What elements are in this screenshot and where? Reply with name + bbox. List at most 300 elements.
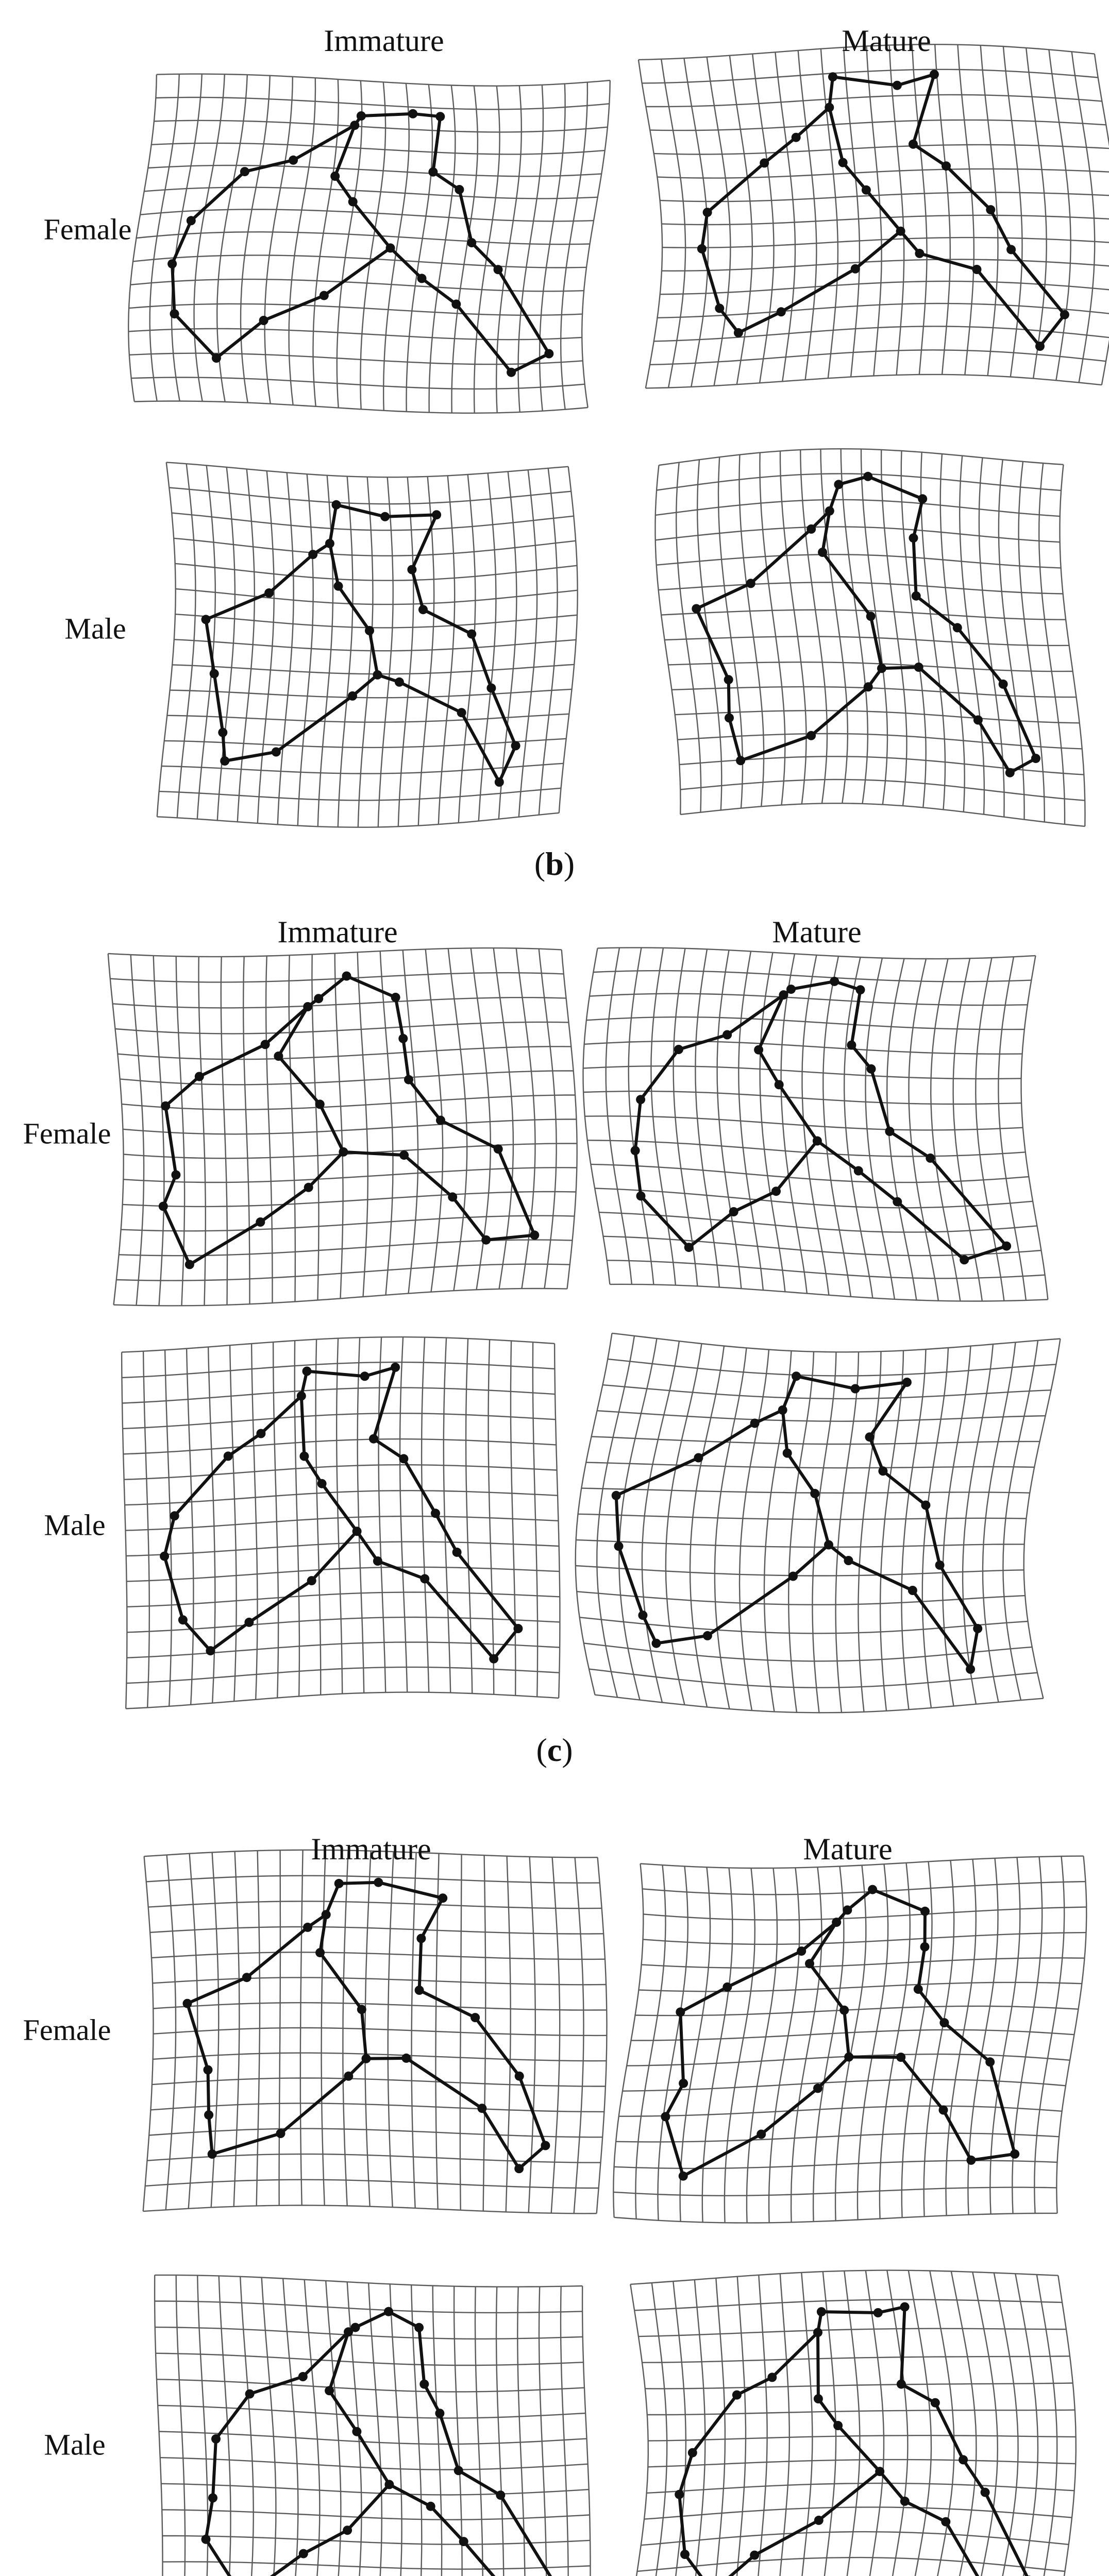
landmark-point <box>999 680 1008 689</box>
landmark-point <box>322 1910 331 1919</box>
landmark-point <box>856 985 865 994</box>
landmark-point <box>477 2104 486 2113</box>
landmark-point <box>384 2307 393 2316</box>
grid-line-horizontal <box>129 304 582 315</box>
landmark-point <box>420 1574 429 1583</box>
landmark-point <box>332 500 341 510</box>
landmark-point <box>299 1452 309 1461</box>
landmark-point <box>352 2427 361 2436</box>
landmark-point <box>304 1183 313 1192</box>
landmark-point <box>778 1405 787 1415</box>
landmark-point <box>893 1197 902 1207</box>
landmark-point <box>797 1946 806 1956</box>
grid-line-vertical <box>1021 956 1048 1299</box>
landmark-point <box>732 2391 742 2400</box>
landmark-point <box>452 1548 462 1557</box>
landmark-point <box>276 2129 285 2138</box>
landmark-point <box>201 2535 211 2544</box>
landmark-point <box>308 550 317 559</box>
landmark-point <box>391 1363 400 1372</box>
landmark-point <box>839 2006 849 2015</box>
landmark-point <box>722 1030 732 1040</box>
deformation-grid-panel <box>638 44 1109 388</box>
grid-line-horizontal <box>156 2353 583 2365</box>
grid-line-horizontal <box>157 2379 584 2392</box>
landmark-point <box>307 1576 316 1585</box>
grid-line-vertical <box>262 2278 276 2576</box>
landmark-point <box>783 1449 792 1458</box>
landmark-point <box>750 2551 759 2560</box>
landmark-point <box>303 1002 312 1011</box>
column-header-immature: Immature <box>324 24 444 58</box>
grid-line-horizontal <box>162 2510 590 2519</box>
landmark-point <box>325 539 334 548</box>
landmark-point <box>352 1527 362 1536</box>
grid-line-horizontal <box>110 973 564 982</box>
landmark-point <box>757 2130 766 2139</box>
grid-line-vertical <box>390 2284 402 2576</box>
landmark-point <box>985 2057 995 2066</box>
grid-line-horizontal <box>153 2028 607 2036</box>
grid-line-vertical <box>635 1865 665 2219</box>
landmark-point <box>867 1064 876 1074</box>
grid-line-vertical <box>626 2284 648 2576</box>
landmark-point <box>896 2053 905 2062</box>
landmark-point <box>264 588 274 598</box>
grid-line-vertical <box>539 949 557 1289</box>
grid-line-horizontal <box>155 2327 583 2339</box>
grid-line-vertical <box>839 2271 860 2576</box>
landmark-point <box>348 197 358 207</box>
landmark-point <box>754 1045 763 1055</box>
landmark-point <box>736 756 745 765</box>
landmark-point <box>457 708 466 717</box>
landmark-point <box>847 1041 856 1050</box>
grid-line-vertical <box>273 1342 278 1698</box>
landmark-point <box>1035 342 1045 351</box>
grid-line-vertical <box>733 2277 746 2576</box>
grid-line-vertical <box>764 1351 792 1711</box>
landmark-inner-line <box>818 2332 880 2471</box>
landmark-point <box>792 1371 801 1381</box>
grid-line-horizontal <box>642 2356 1070 2362</box>
grid-line-vertical <box>844 47 860 377</box>
grid-line-horizontal <box>123 1439 556 1454</box>
landmark-point <box>1060 310 1069 319</box>
row-label-female: Female <box>23 1116 111 1150</box>
landmark-point <box>218 728 227 737</box>
landmark-point <box>862 185 871 195</box>
landmark-point <box>805 1959 814 1968</box>
landmark-point <box>722 1982 732 1992</box>
landmark-point <box>912 591 921 601</box>
grid-line-horizontal <box>130 279 584 291</box>
landmark-point <box>750 1419 760 1428</box>
landmark-point <box>966 1665 975 1674</box>
grid-line-vertical <box>561 2286 568 2576</box>
landmark-point <box>435 2409 444 2418</box>
landmark-point <box>825 103 834 112</box>
grid-line-vertical <box>305 2280 320 2576</box>
landmark-point <box>204 2065 213 2075</box>
deformation-grid-panel <box>122 1337 560 1708</box>
landmark-point <box>900 2302 910 2312</box>
grid-line-horizontal <box>153 1977 606 1985</box>
landmark-point <box>724 675 733 684</box>
landmark-point <box>864 682 873 691</box>
landmark-point <box>373 670 382 680</box>
landmark-point <box>631 1146 640 1155</box>
grid-line-horizontal <box>156 97 609 109</box>
landmark-point <box>204 2110 213 2120</box>
grid-line-vertical <box>881 450 906 806</box>
landmark-point <box>614 1541 624 1551</box>
deformation-grid-panel <box>157 462 578 827</box>
grid-line-vertical <box>400 1337 407 1692</box>
landmark-point <box>496 2490 505 2500</box>
landmark-point <box>914 1985 923 1994</box>
landmark-point <box>786 985 796 994</box>
landmark-point <box>817 2307 826 2316</box>
landmark-point <box>299 2549 308 2558</box>
landmark-point <box>432 510 441 519</box>
landmark-point <box>212 353 221 363</box>
landmark-point <box>893 81 902 90</box>
landmark-point <box>431 1509 440 1518</box>
landmark-point <box>828 72 837 81</box>
landmark-point <box>775 1080 784 1089</box>
grid-line-vertical <box>597 1336 634 1698</box>
landmark-point <box>897 2380 906 2389</box>
grid-line-vertical <box>539 2286 547 2576</box>
landmark-point <box>844 2053 853 2062</box>
landmark-point <box>810 1489 819 1498</box>
landmark-point <box>317 1479 327 1488</box>
landmark-point <box>692 604 701 614</box>
landmark-point <box>703 208 712 217</box>
landmark-point <box>530 1230 539 1240</box>
grid-line-vertical <box>489 1340 494 1694</box>
grid-line-vertical <box>466 1338 472 1693</box>
landmark-point <box>240 167 249 176</box>
grid-line-vertical <box>889 45 904 375</box>
landmark-point <box>272 748 281 757</box>
landmark-point <box>481 1235 491 1245</box>
landmark-point <box>914 663 923 672</box>
grid-line-vertical <box>475 2286 483 2576</box>
landmark-point <box>399 1454 408 1463</box>
landmark-point <box>386 243 395 252</box>
grid-line-horizontal <box>121 1216 575 1231</box>
landmark-point <box>824 1540 833 1550</box>
grid-line-vertical <box>155 2275 162 2576</box>
landmark-point <box>495 777 504 787</box>
landmark-point <box>195 1072 204 1081</box>
grid-line-vertical <box>379 1337 386 1692</box>
section-label-open: ( <box>534 845 546 882</box>
grid-line-vertical <box>143 1856 154 2211</box>
grid-line-horizontal <box>127 1567 560 1582</box>
landmark-outline <box>696 477 1036 773</box>
landmark-point <box>415 1986 424 1995</box>
landmark-point <box>920 1907 930 1916</box>
grid-line-horizontal <box>123 1120 577 1134</box>
section-label-letter: b <box>545 845 564 882</box>
grid-line-horizontal <box>120 1071 574 1085</box>
landmark-point <box>825 506 834 516</box>
section-label-close: ) <box>563 845 575 882</box>
grid-line-horizontal <box>176 589 578 604</box>
landmark-point <box>242 1973 251 1982</box>
landmark-point <box>875 2467 884 2476</box>
landmark-point <box>636 1095 645 1104</box>
landmark-point <box>972 265 982 274</box>
grid-line-vertical <box>187 1349 193 1705</box>
landmark-point <box>489 1654 498 1664</box>
landmark-point <box>926 1154 935 1163</box>
landmark-point <box>451 299 461 309</box>
landmark-point <box>973 1624 982 1633</box>
landmark-point <box>419 2380 429 2389</box>
grid-line-vertical <box>368 2283 382 2576</box>
landmark-point <box>320 291 329 300</box>
grid-line-horizontal <box>159 2432 587 2445</box>
landmark-point <box>245 2389 255 2399</box>
column-header-immature: Immature <box>311 1832 431 1866</box>
row-label-male: Male <box>64 612 126 646</box>
grid-line-vertical <box>283 2279 298 2576</box>
grid-line-vertical <box>221 957 227 1305</box>
grid-line-vertical <box>647 2283 667 2576</box>
landmark-point <box>832 1918 841 1927</box>
landmark-point <box>981 2488 990 2497</box>
grid-line-horizontal <box>150 2103 604 2112</box>
landmark-point <box>315 1948 325 1957</box>
landmark-point <box>935 1561 945 1570</box>
landmark-point <box>211 2434 221 2444</box>
landmark-point <box>398 1034 408 1043</box>
grid-line-vertical <box>1032 2275 1057 2576</box>
grid-line-vertical <box>747 1868 777 2223</box>
landmark-point <box>909 533 918 543</box>
landmark-point <box>843 1905 852 1914</box>
landmark-point <box>513 1624 523 1633</box>
landmark-point <box>863 472 872 481</box>
landmark-point <box>362 2054 371 2063</box>
landmark-point <box>494 265 503 274</box>
landmark-point <box>391 993 400 1002</box>
grid-line-vertical <box>725 1868 755 2223</box>
landmark-point <box>303 1367 312 1376</box>
column-header-immature: Immature <box>277 915 398 949</box>
deformation-grid-panel <box>155 2275 590 2576</box>
landmark-point <box>365 626 374 635</box>
landmark-point <box>986 205 995 214</box>
landmark-point <box>918 494 927 503</box>
landmark-point <box>436 1116 445 1125</box>
landmark-point <box>435 112 445 121</box>
grid-line-horizontal <box>163 2562 591 2569</box>
landmark-point <box>399 1150 409 1160</box>
landmark-point <box>868 1885 877 1894</box>
row-label-male: Male <box>44 2428 106 2462</box>
landmark-point <box>854 1166 863 1176</box>
grid-line-vertical <box>769 1868 799 2223</box>
landmark-point <box>679 2079 688 2088</box>
landmark-point <box>344 2072 353 2081</box>
grid-line-horizontal <box>662 260 1109 271</box>
deformation-grid-panel <box>656 449 1085 826</box>
landmark-point <box>256 1217 265 1227</box>
landmark-point <box>813 2328 822 2337</box>
grid-line-vertical <box>496 2287 504 2576</box>
row-label-female: Female <box>23 2013 111 2047</box>
grid-line-vertical <box>422 1337 429 1692</box>
deformation-grid-panel <box>108 948 577 1306</box>
landmark-point <box>220 756 229 766</box>
landmark-point <box>777 307 786 316</box>
landmark-point <box>729 1207 738 1216</box>
grid-line-vertical <box>858 1351 881 1712</box>
grid-line-horizontal <box>644 2507 1072 2519</box>
landmark-point <box>767 2372 777 2382</box>
landmark-inner-line <box>759 995 817 1141</box>
landmark-point <box>183 1999 192 2008</box>
landmark-point <box>315 1099 325 1109</box>
landmark-point <box>844 1556 853 1565</box>
grid-line-horizontal <box>158 2405 585 2418</box>
landmark-point <box>404 1075 413 1084</box>
landmark-point <box>459 2537 468 2546</box>
grid-line-horizontal <box>133 255 586 267</box>
landmark-point <box>703 1631 712 1640</box>
column-header-mature: Mature <box>842 24 931 58</box>
landmark-point <box>865 1432 875 1442</box>
grid-line-horizontal <box>148 165 601 176</box>
landmark-point <box>343 2526 352 2535</box>
deformation-grid-panel <box>128 74 610 413</box>
landmark-point <box>455 185 464 194</box>
grid-line-vertical <box>251 1344 257 1700</box>
landmark-point <box>401 2054 411 2063</box>
grid-line-horizontal <box>659 582 1063 594</box>
grid-line-horizontal <box>126 1516 559 1531</box>
landmark-point <box>297 1392 306 1401</box>
landmark-point <box>760 158 769 167</box>
landmark-point <box>334 1879 344 1888</box>
deformation-grid-panel <box>626 2270 1076 2576</box>
grid-line-vertical <box>128 75 157 402</box>
landmark-point <box>357 111 366 121</box>
grid-line-vertical <box>154 956 164 1306</box>
landmark-point <box>171 1170 180 1179</box>
landmark-point <box>342 972 351 981</box>
landmark-point <box>814 2394 823 2403</box>
grid-line-vertical <box>240 2277 254 2576</box>
landmark-point <box>541 2141 550 2150</box>
landmark-point <box>408 109 417 118</box>
grid-line-horizontal <box>665 637 1069 646</box>
grid-line-horizontal <box>647 2410 1075 2415</box>
landmark-point <box>544 349 553 359</box>
grid-line-vertical <box>1011 2274 1038 2576</box>
landmark-point <box>939 2018 949 2027</box>
landmark-point <box>178 1615 188 1624</box>
grid-line-horizontal <box>113 997 566 1008</box>
landmark-point <box>851 264 860 274</box>
landmark-point <box>674 1045 683 1054</box>
grid-line-vertical <box>316 1340 321 1695</box>
grid-line-vertical <box>217 467 235 821</box>
landmark-point <box>697 244 707 253</box>
grid-line-horizontal <box>144 188 598 199</box>
landmark-point <box>325 2386 334 2395</box>
landmark-point <box>426 2502 435 2511</box>
landmark-point <box>348 691 357 701</box>
landmark-point <box>818 548 827 557</box>
landmark-point <box>953 623 962 632</box>
landmark-point <box>896 227 905 236</box>
landmark-point <box>830 977 839 986</box>
landmark-point <box>289 156 298 165</box>
grid-line-vertical <box>702 1868 733 2222</box>
deformation-grid-panel <box>583 947 1048 1301</box>
landmark-point <box>454 2466 463 2475</box>
landmark-point <box>224 1451 233 1461</box>
section-label <box>534 845 575 883</box>
landmark-point <box>395 677 404 687</box>
section-label-letter: c <box>547 1732 562 1768</box>
grid-line-vertical <box>740 1350 769 1711</box>
landmark-point <box>407 565 416 574</box>
grid-line-vertical <box>358 1337 364 1693</box>
landmark-point <box>909 140 918 149</box>
grid-line-horizontal <box>123 1192 576 1207</box>
landmark-point <box>684 1243 694 1252</box>
landmark-point <box>428 167 438 177</box>
landmark-point <box>471 2013 480 2022</box>
landmark-point <box>833 2421 843 2430</box>
landmark-point <box>814 2516 824 2525</box>
grid-line-vertical <box>776 2274 789 2576</box>
landmark-point <box>256 1429 265 1438</box>
landmark-point <box>636 1191 646 1200</box>
landmark-point <box>303 1923 312 1932</box>
landmark-point <box>960 1255 969 1264</box>
grid-line-horizontal <box>150 1927 603 1934</box>
landmark-point <box>494 1144 503 1154</box>
landmark-point <box>298 2372 308 2381</box>
landmark-point <box>838 158 848 167</box>
grid-line-horizontal <box>148 1901 602 1908</box>
landmark-point <box>274 1052 283 1061</box>
landmark-point <box>360 1371 369 1381</box>
grid-line-horizontal <box>152 2078 606 2087</box>
landmark-point <box>885 1127 894 1136</box>
landmark-point <box>813 1137 822 1146</box>
grid-line-horizontal <box>154 121 608 132</box>
landmark-point <box>467 238 476 247</box>
deformation-grid-panel <box>613 1856 1086 2223</box>
landmark-point <box>966 2156 976 2165</box>
landmark-point <box>314 994 323 1003</box>
landmark-point <box>373 1556 382 1566</box>
grid-line-horizontal <box>648 2460 1076 2467</box>
landmark-point <box>792 133 801 142</box>
landmark-point <box>201 615 211 624</box>
landmark-point <box>511 741 520 750</box>
grid-line-vertical <box>176 2275 185 2576</box>
